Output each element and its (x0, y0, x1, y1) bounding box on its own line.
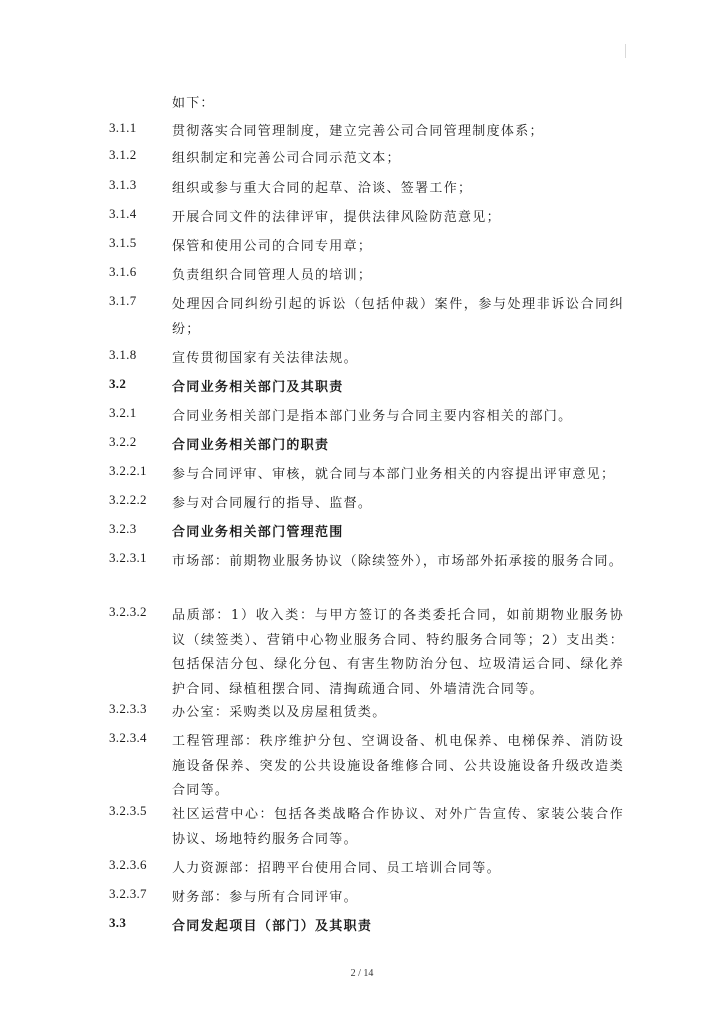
section-heading: 合同发起项目（部门）及其职责 (172, 919, 373, 934)
clause-text: 工程管理部：秩序维护分包、空调设备、机电保养、电梯保养、消防设施设备保养、突发的公共设施设备维修合同、公共设施设备升级改造类合同等。 (172, 734, 624, 798)
clause-number: 3.2.3.5 (109, 803, 147, 818)
clause-text: 人力资源部：招聘平台使用合同、员工培训合同等。 (172, 861, 501, 876)
clause-number: 3.2.3.4 (109, 730, 147, 745)
clause-number: 3.2.3.2 (109, 604, 147, 619)
section-heading: 合同业务相关部门及其职责 (172, 380, 344, 395)
clause-number: 3.2.3.1 (109, 550, 147, 565)
clause-text: 组织或参与重大合同的起草、洽谈、签署工作； (172, 181, 473, 196)
clause-number: 3.2.3.3 (109, 701, 147, 716)
clause-text: 参与对合同履行的指导、监督。 (172, 496, 373, 511)
clause-number: 3.1.8 (109, 347, 137, 362)
clause-text: 财务部：参与所有合同评审。 (172, 890, 358, 905)
clause-number: 3.1.2 (109, 147, 137, 162)
clause-text: 办公室：采购类以及房屋租赁类。 (172, 705, 387, 720)
section-number: 3.3 (109, 915, 127, 930)
clause-number: 3.2.2.1 (109, 463, 147, 478)
clause-text: 合同业务相关部门是指本部门业务与合同主要内容相关的部门。 (172, 409, 573, 424)
clause-text: 组织制定和完善公司合同示范文本； (172, 151, 401, 166)
clause-number: 3.1.5 (109, 235, 137, 250)
clause-number: 3.1.4 (109, 206, 137, 221)
clause-number: 3.1.1 (109, 120, 137, 135)
clause-text: 处理因合同纠纷引起的诉讼（包括仲裁）案件，参与处理非诉讼合同纠纷； (172, 297, 624, 337)
clause-text: 品质部：1）收入类：与甲方签订的各类委托合同，如前期物业服务协议（续签类）、营销中心物业服务合同、特约服务合同等；2）支出类：包括保洁分包、绿化分包、有害生物防治分包、垃圾清运合同、绿化养护合同、绿植租摆合同、清掏疏通合同、外墙清洗合同等。 (172, 608, 624, 697)
clause-text: 社区运营中心：包括各类战略合作协议、对外广告宣传、家装公装合作协议、场地特约服务合同等。 (172, 807, 624, 847)
clause-number: 3.2.3.7 (109, 886, 147, 901)
clause-number: 3.1.6 (109, 264, 137, 279)
section-number: 3.2.3 (109, 521, 137, 536)
clause-text: 贯彻落实合同管理制度，建立完善公司合同管理制度体系； (172, 124, 544, 139)
clause-number: 3.2.1 (109, 405, 137, 420)
clause-text: 开展合同文件的法律评审，提供法律风险防范意见； (172, 210, 501, 225)
intro-text: 如下： (172, 96, 215, 111)
clause-text: 负责组织合同管理人员的培训； (172, 268, 373, 283)
section-heading: 合同业务相关部门的职责 (172, 438, 330, 453)
section-heading: 合同业务相关部门管理范围 (172, 525, 344, 540)
clause-text: 保管和使用公司的合同专用章； (172, 239, 373, 254)
section-number: 3.2 (109, 376, 127, 391)
section-number: 3.2.2 (109, 434, 137, 449)
clause-number: 3.1.3 (109, 177, 137, 192)
clause-text: 宣传贯彻国家有关法律法规。 (172, 351, 358, 366)
clause-number: 3.2.3.6 (109, 857, 147, 872)
page-number: 2 / 14 (350, 968, 374, 979)
clause-number: 3.2.2.2 (109, 492, 147, 507)
clause-text: 参与合同评审、审核，就合同与本部门业务相关的内容提出评审意见； (172, 467, 616, 482)
clause-text: 市场部：前期物业服务协议（除续签外），市场部外拓承接的服务合同。 (172, 554, 624, 569)
clause-number: 3.1.7 (109, 293, 137, 308)
